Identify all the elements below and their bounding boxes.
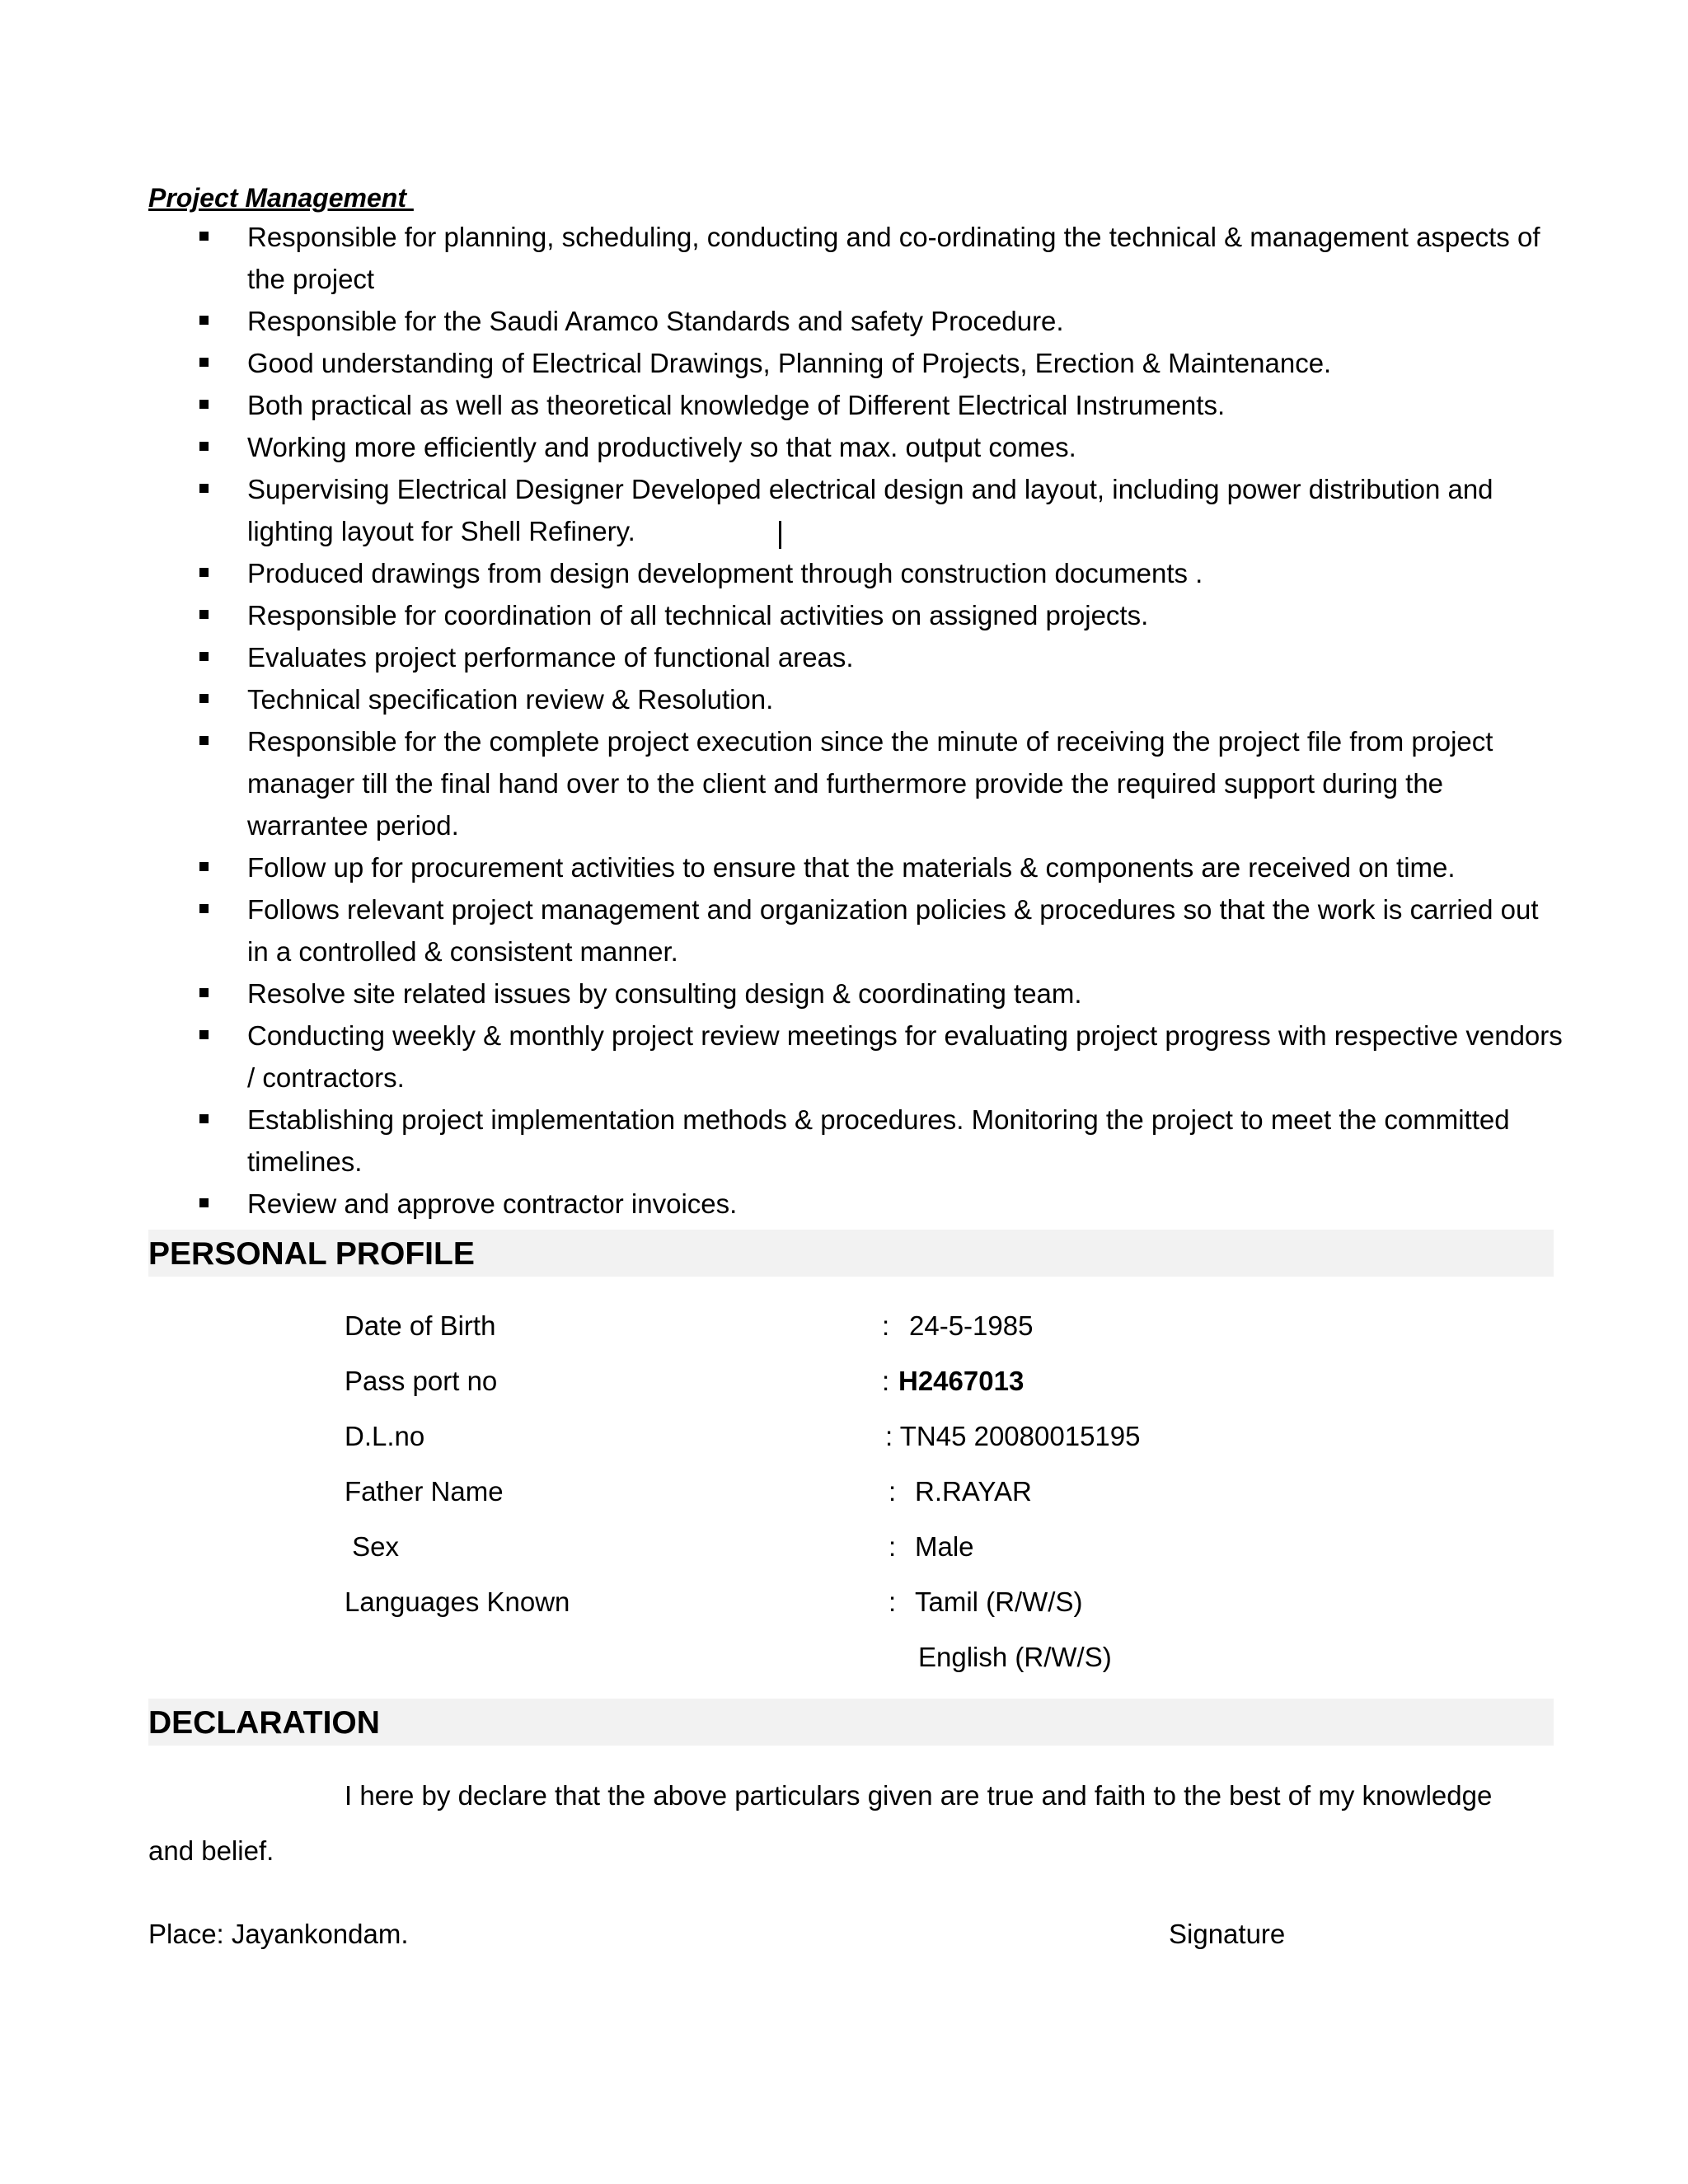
list-item: [148, 552, 1566, 594]
language-2: English (R/W/S): [918, 1642, 1112, 1672]
list-item: [148, 1015, 1566, 1099]
profile-row-language-2: [345, 1642, 1416, 1683]
square-bullet-icon: [199, 694, 209, 703]
project-management-heading: Project Management: [148, 183, 414, 213]
square-bullet-icon: [199, 904, 209, 913]
list-item: [148, 972, 1566, 1015]
square-bullet-icon: [199, 862, 209, 871]
square-bullet-icon: [199, 232, 209, 241]
father-colon: :: [889, 1476, 897, 1507]
list-item-text: Supervising Electrical Designer Developed electrical design and layout, including power distribution and lighting layout for Shell Refinery.: [247, 474, 1493, 546]
signature-label: Signature: [1169, 1919, 1286, 1949]
personal-profile-header: [148, 1230, 1554, 1277]
dob-colon: :: [882, 1310, 890, 1341]
profile-row-sex: [345, 1531, 1416, 1572]
square-bullet-icon: [199, 610, 209, 619]
sex-label: Sex: [345, 1531, 400, 1562]
square-bullet-icon: [199, 1030, 209, 1039]
list-item-text: Establishing project implementation methods & procedures. Monitoring the project to meet the committed timelines.: [247, 1104, 1510, 1177]
list-item-text: Good understanding of Electrical Drawings, Planning of Projects, Erection & Maintenance.: [247, 348, 1332, 378]
list-item-text: Both practical as well as theoretical knowledge of Different Electrical Instruments.: [247, 390, 1226, 420]
personal-profile-title: PERSONAL PROFILE: [148, 1236, 475, 1272]
profile-row-languages: [345, 1586, 1416, 1628]
list-item: [148, 384, 1566, 426]
father-value: R.RAYAR: [915, 1476, 1032, 1507]
list-item-text: Review and approve contractor invoices.: [247, 1188, 738, 1219]
square-bullet-icon: [199, 1198, 209, 1207]
father-label: Father Name: [345, 1476, 504, 1507]
square-bullet-icon: [199, 316, 209, 325]
list-item-text: Technical specification review & Resolution.: [247, 684, 774, 715]
list-item: [148, 342, 1566, 384]
sex-value: Male: [915, 1531, 974, 1562]
list-item: [148, 426, 1566, 468]
list-item: [148, 846, 1566, 888]
square-bullet-icon: [199, 568, 209, 577]
list-item-text: Responsible for coordination of all technical activities on assigned projects.: [247, 600, 1149, 630]
project-management-list: [148, 216, 1566, 1225]
language-1: Tamil (R/W/S): [915, 1586, 1083, 1617]
list-item: [148, 636, 1566, 678]
square-bullet-icon: [199, 484, 209, 493]
profile-row-father: [345, 1476, 1416, 1517]
declaration-line-1: I here by declare that the above particulars given are true and faith to the best of my knowledge: [345, 1780, 1493, 1811]
profile-row-dob: [345, 1310, 1416, 1352]
square-bullet-icon: [199, 358, 209, 367]
list-item-text: Follows relevant project management and organization policies & procedures so that the work is carried out in a controlled & consistent manner.: [247, 894, 1539, 967]
declaration-title: DECLARATION: [148, 1705, 380, 1741]
declaration-line-2: and belief.: [148, 1835, 274, 1866]
square-bullet-icon: [199, 736, 209, 745]
list-item-text: Responsible for planning, scheduling, conducting and co-ordinating the technical & management aspects of the project: [247, 222, 1540, 294]
languages-colon: :: [889, 1586, 897, 1617]
list-item-text: Working more efficiently and productively so that max. output comes.: [247, 432, 1076, 462]
profile-row-dl: [345, 1421, 1416, 1462]
list-item-text: Produced drawings from design development through construction documents .: [247, 558, 1203, 588]
list-item-text: Conducting weekly & monthly project review meetings for evaluating project progress with respective vendors / contractors.: [247, 1020, 1563, 1093]
dob-value: 24-5-1985: [909, 1310, 1034, 1341]
square-bullet-icon: [199, 988, 209, 997]
sex-colon: :: [889, 1531, 897, 1562]
square-bullet-icon: [199, 442, 209, 451]
list-item: [148, 216, 1566, 300]
square-bullet-icon: [199, 400, 209, 409]
list-item-text: Responsible for the Saudi Aramco Standards and safety Procedure.: [247, 306, 1064, 336]
list-item-text: Follow up for procurement activities to ensure that the materials & components are received on time.: [247, 852, 1456, 883]
list-item: [148, 720, 1566, 846]
list-item: [148, 594, 1566, 636]
list-item: [148, 1099, 1566, 1183]
dl-value: : TN45 20080015195: [885, 1421, 1141, 1451]
place-text: Place: Jayankondam.: [148, 1919, 409, 1949]
list-item-text: Resolve site related issues by consulting design & coordinating team.: [247, 978, 1082, 1009]
list-item: [148, 468, 1566, 552]
dob-label: Date of Birth: [345, 1310, 496, 1341]
passport-value: H2467013: [898, 1366, 1025, 1396]
list-item: [148, 888, 1566, 972]
dl-label: D.L.no: [345, 1421, 425, 1451]
profile-row-passport: [345, 1366, 1416, 1407]
languages-label: Languages Known: [345, 1586, 570, 1617]
square-bullet-icon: [199, 652, 209, 661]
list-item-text: Evaluates project performance of functional areas.: [247, 642, 854, 673]
square-bullet-icon: [199, 1114, 209, 1123]
list-item: [148, 300, 1566, 342]
declaration-header: [148, 1699, 1554, 1746]
passport-colon: :: [882, 1366, 890, 1396]
list-item: [148, 678, 1566, 720]
list-item: [148, 1183, 1566, 1225]
list-item-text: Responsible for the complete project execution since the minute of receiving the project file from project manager till the final hand over to the client and furthermore provide the required support during the warrantee period.: [247, 726, 1493, 841]
text-cursor: [779, 521, 781, 549]
passport-label: Pass port no: [345, 1366, 498, 1396]
